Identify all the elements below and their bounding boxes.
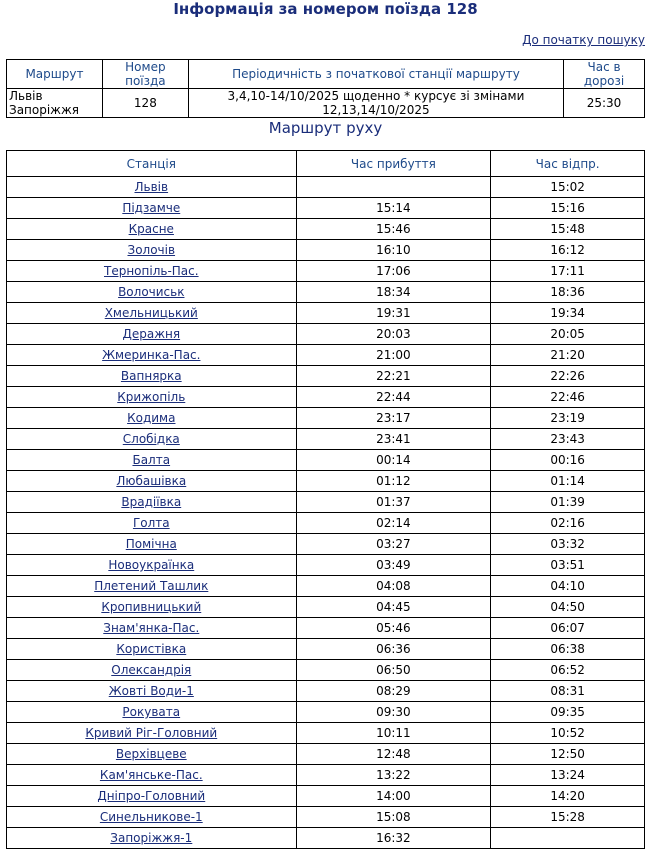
- departure-time: 04:50: [491, 597, 645, 618]
- table-row: [7, 261, 645, 282]
- station-cell: [7, 807, 297, 828]
- table-row: [7, 198, 645, 219]
- departure-time: 22:46: [491, 387, 645, 408]
- departure-time: 01:14: [491, 471, 645, 492]
- station-link[interactable]: Помічна: [125, 537, 177, 551]
- arrival-time: 16:32: [296, 828, 491, 849]
- route-header-departure: Час відпр.: [491, 151, 645, 177]
- arrival-time: 12:48: [296, 744, 491, 765]
- departure-time: 06:38: [491, 639, 645, 660]
- departure-time: 03:51: [491, 555, 645, 576]
- table-row: [7, 282, 645, 303]
- departure-time: 16:12: [491, 240, 645, 261]
- station-cell: [7, 786, 297, 807]
- arrival-time: 08:29: [296, 681, 491, 702]
- table-row: [7, 807, 645, 828]
- info-row: [7, 89, 645, 118]
- station-link[interactable]: Запоріжжя-1: [110, 831, 193, 845]
- info-periodicity: 3,4,10-14/10/2025 щоденно * курсує зі змінами 12,13,14/10/2025: [188, 89, 563, 118]
- table-row: [7, 177, 645, 198]
- arrival-time: 06:50: [296, 660, 491, 681]
- arrival-time: 01:12: [296, 471, 491, 492]
- arrival-time: 02:14: [296, 513, 491, 534]
- page-title: Інформація за номером поїзда 128: [173, 0, 478, 18]
- station-link[interactable]: Кропивницький: [101, 600, 202, 614]
- table-row: [7, 408, 645, 429]
- table-row: [7, 576, 645, 597]
- station-link[interactable]: Любашівка: [116, 474, 187, 488]
- arrival-time: 18:34: [296, 282, 491, 303]
- departure-time: 13:24: [491, 765, 645, 786]
- route-header-arrival: Час прибуття: [296, 151, 491, 177]
- route-header-station: Станція: [7, 151, 297, 177]
- station-cell: [7, 198, 297, 219]
- departure-time: 04:10: [491, 576, 645, 597]
- departure-time: 15:28: [491, 807, 645, 828]
- station-cell: [7, 408, 297, 429]
- arrival-time: 16:10: [296, 240, 491, 261]
- departure-time: 17:11: [491, 261, 645, 282]
- table-row: [7, 828, 645, 849]
- arrival-time: 03:49: [296, 555, 491, 576]
- arrival-time: 05:46: [296, 618, 491, 639]
- station-cell: [7, 324, 297, 345]
- station-link[interactable]: Користівка: [116, 642, 187, 656]
- arrival-time: 17:06: [296, 261, 491, 282]
- station-link[interactable]: Олександрія: [111, 663, 192, 677]
- departure-time: 15:02: [491, 177, 645, 198]
- info-header-travel-time: Час в дорозі: [564, 60, 645, 89]
- table-row: [7, 765, 645, 786]
- table-row: [7, 387, 645, 408]
- station-cell: [7, 177, 297, 198]
- table-row: [7, 681, 645, 702]
- arrival-time: 15:14: [296, 198, 491, 219]
- table-row: [7, 702, 645, 723]
- departure-time: 22:26: [491, 366, 645, 387]
- station-link[interactable]: Красне: [128, 222, 174, 236]
- departure-time: 03:32: [491, 534, 645, 555]
- departure-time: 18:36: [491, 282, 645, 303]
- station-link[interactable]: Знам'янка-Пас.: [103, 621, 200, 635]
- station-cell: [7, 387, 297, 408]
- arrival-time: 20:03: [296, 324, 491, 345]
- arrival-time: [296, 177, 491, 198]
- departure-time: 09:35: [491, 702, 645, 723]
- station-cell: [7, 471, 297, 492]
- arrival-time: 09:30: [296, 702, 491, 723]
- departure-time: 15:16: [491, 198, 645, 219]
- departure-time: 20:05: [491, 324, 645, 345]
- info-travel-time: 25:30: [564, 89, 645, 118]
- table-row: [7, 744, 645, 765]
- station-link[interactable]: Деражня: [122, 327, 181, 341]
- table-row: [7, 303, 645, 324]
- departure-time: 15:48: [491, 219, 645, 240]
- departure-time: [491, 828, 645, 849]
- arrival-time: 15:46: [296, 219, 491, 240]
- station-link[interactable]: Верхівцеве: [115, 747, 187, 761]
- table-row: [7, 555, 645, 576]
- back-to-search-link[interactable]: До початку пошуку: [522, 33, 645, 47]
- station-link[interactable]: Вапнярка: [120, 369, 182, 383]
- table-row: [7, 471, 645, 492]
- route-section-title: Маршрут руху: [268, 119, 383, 137]
- station-cell: [7, 723, 297, 744]
- arrival-time: 10:11: [296, 723, 491, 744]
- table-row: [7, 660, 645, 681]
- arrival-time: 22:21: [296, 366, 491, 387]
- station-cell: [7, 555, 297, 576]
- info-header-row: [7, 60, 645, 89]
- station-cell: [7, 660, 297, 681]
- route-header-row: [7, 151, 645, 177]
- table-row: [7, 345, 645, 366]
- departure-time: 12:50: [491, 744, 645, 765]
- departure-time: 10:52: [491, 723, 645, 744]
- station-link[interactable]: Синельникове-1: [99, 810, 203, 824]
- station-link[interactable]: Тернопіль-Пас.: [104, 264, 199, 278]
- table-row: [7, 639, 645, 660]
- station-cell: [7, 597, 297, 618]
- departure-time: 23:43: [491, 429, 645, 450]
- info-header-periodicity: Періодичність з початкової станції маршруту: [188, 60, 563, 89]
- station-link[interactable]: Кам'янське-Пас.: [99, 768, 203, 782]
- table-row: [7, 450, 645, 471]
- station-link[interactable]: Новоукраїнка: [108, 558, 195, 572]
- arrival-time: 06:36: [296, 639, 491, 660]
- info-header-train-number: Номер поїзда: [102, 60, 188, 89]
- arrival-time: 03:27: [296, 534, 491, 555]
- station-link[interactable]: Хмельницький: [104, 306, 198, 320]
- info-route: Львів Запоріжжя: [7, 89, 103, 118]
- info-train-number: 128: [102, 89, 188, 118]
- station-link[interactable]: Голта: [132, 516, 170, 530]
- arrival-time: 01:37: [296, 492, 491, 513]
- departure-time: 02:16: [491, 513, 645, 534]
- station-link[interactable]: Жмеринка-Пас.: [102, 348, 201, 362]
- station-cell: [7, 639, 297, 660]
- departure-time: 06:52: [491, 660, 645, 681]
- station-link[interactable]: Плетений Ташлик: [94, 579, 209, 593]
- info-header-route: Маршрут: [7, 60, 103, 89]
- route-table: [6, 150, 645, 849]
- station-cell: [7, 492, 297, 513]
- station-link[interactable]: Слобідка: [122, 432, 180, 446]
- station-link[interactable]: Підзамче: [122, 201, 181, 215]
- table-row: [7, 429, 645, 450]
- departure-time: 19:34: [491, 303, 645, 324]
- departure-time: 14:20: [491, 786, 645, 807]
- station-cell: [7, 681, 297, 702]
- station-cell: [7, 219, 297, 240]
- departure-time: 23:19: [491, 408, 645, 429]
- arrival-time: 21:00: [296, 345, 491, 366]
- station-link[interactable]: Львів: [134, 180, 169, 194]
- station-cell: [7, 534, 297, 555]
- arrival-time: 23:17: [296, 408, 491, 429]
- departure-time: 21:20: [491, 345, 645, 366]
- station-link[interactable]: Балта: [132, 453, 171, 467]
- table-row: [7, 324, 645, 345]
- station-cell: [7, 282, 297, 303]
- station-cell: [7, 513, 297, 534]
- table-row: [7, 240, 645, 261]
- arrival-time: 23:41: [296, 429, 491, 450]
- arrival-time: 15:08: [296, 807, 491, 828]
- station-link[interactable]: Золочів: [127, 243, 176, 257]
- station-cell: [7, 576, 297, 597]
- arrival-time: 19:31: [296, 303, 491, 324]
- station-cell: [7, 345, 297, 366]
- route-table-body: [7, 177, 645, 849]
- table-row: [7, 513, 645, 534]
- station-link[interactable]: Жовті Води-1: [108, 684, 194, 698]
- train-info-table: [6, 59, 645, 118]
- station-cell: [7, 429, 297, 450]
- station-cell: [7, 744, 297, 765]
- table-row: [7, 492, 645, 513]
- table-row: [7, 366, 645, 387]
- station-cell: [7, 765, 297, 786]
- station-cell: [7, 303, 297, 324]
- station-cell: [7, 450, 297, 471]
- table-row: [7, 723, 645, 744]
- table-row: [7, 786, 645, 807]
- station-link[interactable]: Кодима: [127, 411, 176, 425]
- station-link[interactable]: Рокувата: [122, 705, 181, 719]
- station-link[interactable]: Крижопіль: [117, 390, 186, 404]
- station-cell: [7, 240, 297, 261]
- station-cell: [7, 366, 297, 387]
- arrival-time: 00:14: [296, 450, 491, 471]
- departure-time: 01:39: [491, 492, 645, 513]
- station-cell: [7, 261, 297, 282]
- station-link[interactable]: Дніпро-Головний: [97, 789, 206, 803]
- arrival-time: 22:44: [296, 387, 491, 408]
- arrival-time: 04:45: [296, 597, 491, 618]
- departure-time: 08:31: [491, 681, 645, 702]
- station-link[interactable]: Врадіївка: [121, 495, 182, 509]
- arrival-time: 04:08: [296, 576, 491, 597]
- departure-time: 06:07: [491, 618, 645, 639]
- arrival-time: 13:22: [296, 765, 491, 786]
- departure-time: 00:16: [491, 450, 645, 471]
- station-link[interactable]: Волочиськ: [118, 285, 185, 299]
- station-link[interactable]: Кривий Ріг-Головний: [85, 726, 218, 740]
- arrival-time: 14:00: [296, 786, 491, 807]
- station-cell: [7, 828, 297, 849]
- station-cell: [7, 702, 297, 723]
- station-cell: [7, 618, 297, 639]
- table-row: [7, 597, 645, 618]
- table-row: [7, 219, 645, 240]
- table-row: [7, 618, 645, 639]
- table-row: [7, 534, 645, 555]
